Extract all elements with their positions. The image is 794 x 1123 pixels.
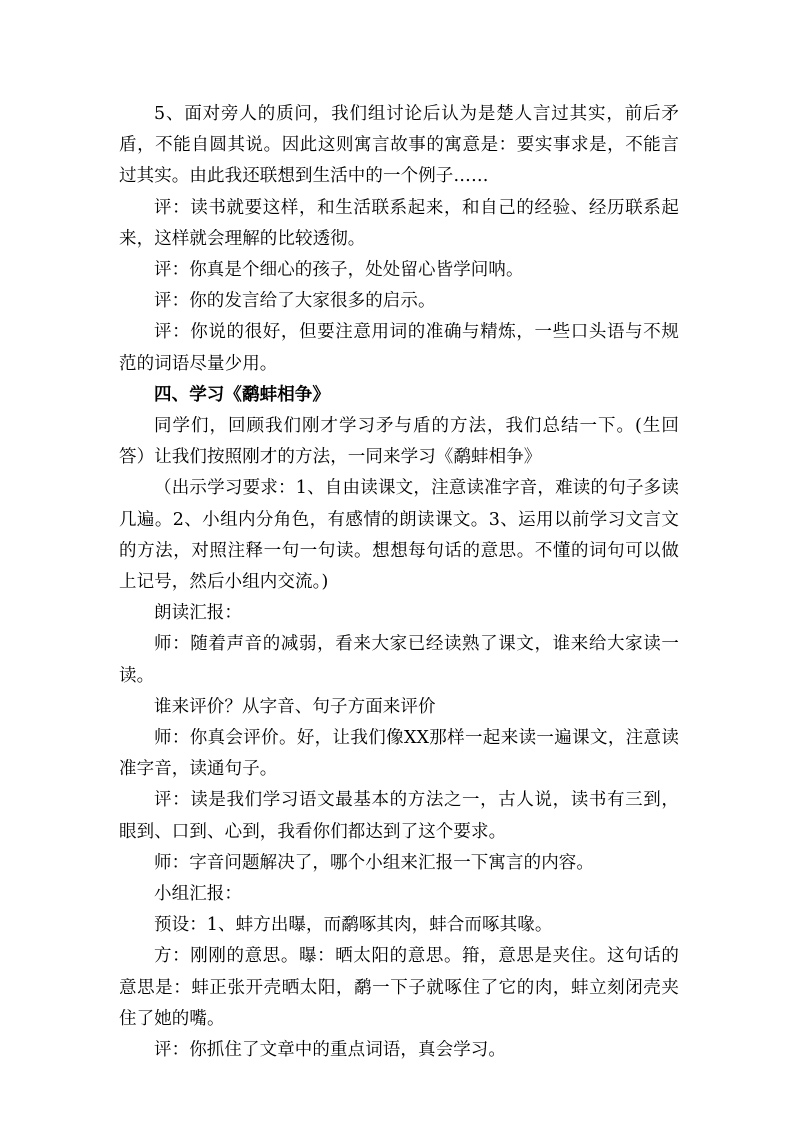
paragraph: 朗读汇报： xyxy=(154,603,242,624)
paragraph: 评：你的发言给了大家很多的启示。 xyxy=(154,291,436,312)
document-page xyxy=(119,99,679,1066)
paragraph: 师：字音问题解决了，哪个小组来汇报一下寓言的内容。 xyxy=(154,852,594,873)
paragraph: 师：你真会评价。好，让我们像XX那样一起来读一遍课文，注意读准字音，读通句子。 xyxy=(119,728,679,780)
paragraph: 5、面对旁人的质问，我们组讨论后认为是楚人言过其实，前后矛盾，不能自圆其说。因此这则寓言故事的寓意是：要实事求是，不能言过其实。由此我还联想到生活中的一个例子…… xyxy=(119,104,679,187)
paragraph: 评：读书就要这样，和生活联系起来，和自己的经验、经历联系起来，这样就会理解的比较透彻。 xyxy=(119,197,679,249)
paragraph: 方：刚刚的意思。曝：晒太阳的意思。箝，意思是夹住。这句话的意思是：蚌正张开壳晒太阳，鹬一下子就啄住了它的肉，蚌立刻闭壳夹住了她的嘴。 xyxy=(119,946,679,1029)
paragraph: 小组汇报： xyxy=(154,884,242,905)
paragraph: 同学们，回顾我们刚才学习矛与盾的方法，我们总结一下。(生回答）让我们按照刚才的方法，一同来学习《鹬蚌相争》 xyxy=(119,416,679,468)
paragraph: 谁来评价？从字音、句子方面来评价 xyxy=(154,696,436,717)
paragraph: 评：你真是个细心的孩子，处处留心皆学问呐。 xyxy=(154,260,524,281)
paragraph: （出示学习要求：1、自由读课文，注意读准字音，难读的句子多读几遍。2、小组内分角色，有感情的朗读课文。3、运用以前学习文言文的方法，对照注释一句一句读。想想每句话的意思。不懂的词句可以做上记号，然后小组内交流。) xyxy=(119,478,679,593)
paragraph: 师：随着声音的减弱，看来大家已经读熟了课文，谁来给大家读一读。 xyxy=(119,634,679,686)
paragraph: 预设：1、蚌方出曝，而鹬啄其肉，蚌合而啄其喙。 xyxy=(154,915,553,936)
paragraph: 评：你抓住了文章中的重点词语，真会学习。 xyxy=(154,1040,506,1061)
paragraph: 评：读是我们学习语文最基本的方法之一，古人说，读书有三到，眼到、口到、心到，我看你们都达到了这个要求。 xyxy=(119,790,679,842)
section-heading: 四、学习《鹬蚌相争》 xyxy=(154,384,330,405)
paragraph: 评：你说的很好，但要注意用词的准确与精炼，一些口头语与不规范的词语尽量少用。 xyxy=(119,322,679,374)
